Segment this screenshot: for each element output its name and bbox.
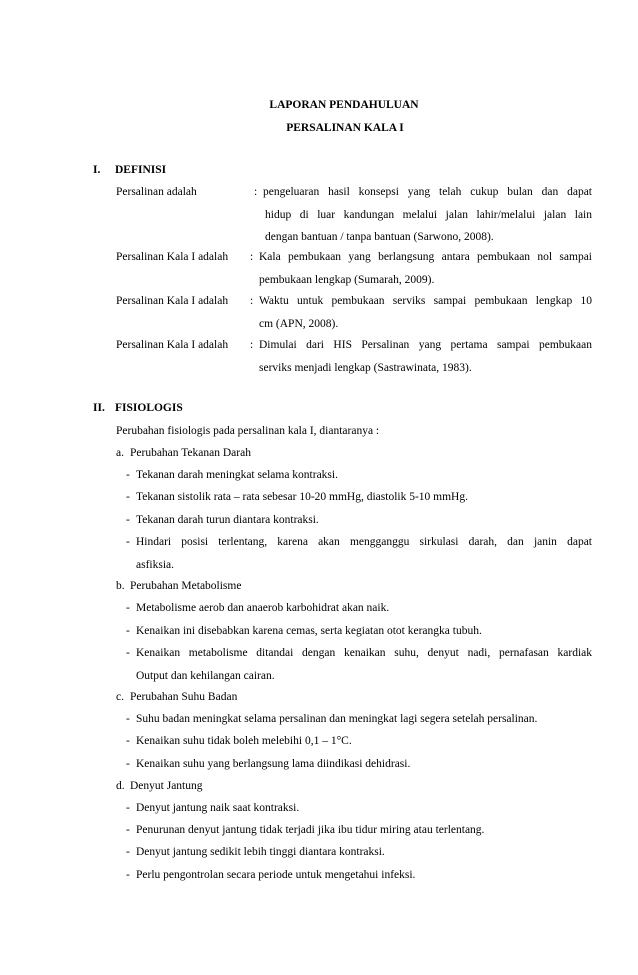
definition-line: Kala pembukaan yang berlangsung antara pembukaan nol sampai bbox=[259, 251, 592, 263]
document-subtitle: PERSALINAN KALA I bbox=[286, 122, 404, 134]
subsection-heading bbox=[116, 442, 251, 465]
list-item-text: Kenaikan metabolisme ditandai dengan kenaikan suhu, denyut nadi, pernafasan kardiak bbox=[136, 647, 592, 659]
definition-colon: : bbox=[250, 339, 254, 351]
definition-line: dengan bantuan / tanpa bantuan (Sarwono, 2008). bbox=[265, 231, 494, 243]
list-item: - Kenaikan ini disebabkan karena cemas, serta kegiatan otot kerangka tubuh. bbox=[126, 620, 592, 643]
list-item: - Perlu pengontrolan secara periode untuk mengetahui infeksi. bbox=[126, 864, 592, 887]
section-title: DEFINISI bbox=[115, 164, 167, 176]
list-item-text: Tekanan darah turun diantara kontraksi. bbox=[136, 514, 319, 526]
subsection-label: d. bbox=[116, 780, 125, 792]
subsection-title: Perubahan Metabolisme bbox=[130, 580, 242, 592]
definition-line: Waktu untuk pembukaan serviks sampai pembukaan lengkap 10 bbox=[259, 295, 592, 307]
section-intro: Perubahan fisiologis pada persalinan kala I, diantaranya : bbox=[116, 425, 380, 437]
section-heading-fisiologis bbox=[93, 397, 183, 420]
subsection-title: Perubahan Suhu Badan bbox=[130, 691, 238, 703]
definition-term: Persalinan Kala I adalah bbox=[116, 295, 229, 307]
list-item: - Metabolisme aerob dan anaerob karbohidrat akan naik. bbox=[126, 597, 592, 620]
definition-term: Persalinan adalah bbox=[116, 186, 197, 198]
section-heading-definisi bbox=[93, 159, 166, 182]
subsection-label: c. bbox=[116, 691, 124, 703]
list-item: - Tekanan darah meningkat selama kontraksi. bbox=[126, 464, 592, 487]
definition-line: serviks menjadi lengkap (Sastrawinata, 1983). bbox=[259, 361, 472, 374]
list-item: - Suhu badan meningkat selama persalinan dan meningkat lagi segera setelah persalinan. bbox=[126, 708, 592, 731]
subsection-heading bbox=[116, 686, 237, 709]
definition-colon: : bbox=[254, 186, 258, 198]
list-item: - Denyut jantung naik saat kontraksi. bbox=[126, 797, 592, 820]
list-item: - Tekanan darah turun diantara kontraksi. bbox=[126, 509, 592, 532]
list-item-text: Denyut jantung sedikit lebih tinggi diantara kontraksi. bbox=[136, 846, 385, 858]
definition-colon: : bbox=[250, 251, 254, 263]
definition-term: Persalinan Kala I adalah bbox=[116, 339, 229, 351]
list-item-text: Kenaikan suhu tidak boleh melebihi 0,1 – 1°C. bbox=[136, 735, 352, 747]
list-item-text: Hindari posisi terlentang, karena akan mengganggu sirkulasi darah, dan janin dapat bbox=[136, 536, 592, 548]
list-item-text: Tekanan darah meningkat selama kontraksi. bbox=[136, 469, 338, 481]
list-item-text-continued: asfiksia. bbox=[136, 558, 175, 571]
subsection-label: b. bbox=[116, 580, 125, 592]
section-title: FISIOLOGIS bbox=[115, 402, 183, 414]
section-number: I. bbox=[93, 164, 101, 176]
subsection-label: a. bbox=[116, 447, 124, 459]
list-item: - Kenaikan suhu tidak boleh melebihi 0,1 – 1°C. bbox=[126, 730, 592, 753]
list-item-text: Penurunan denyut jantung tidak terjadi jika ibu tidur miring atau terlentang. bbox=[136, 824, 485, 836]
list-item: - Denyut jantung sedikit lebih tinggi diantara kontraksi. bbox=[126, 841, 592, 864]
list-item-text: Tekanan sistolik rata – rata sebesar 10-20 mmHg, diastolik 5-10 mmHg. bbox=[136, 491, 468, 503]
list-item: - Penurunan denyut jantung tidak terjadi jika ibu tidur miring atau terlentang. bbox=[126, 819, 592, 842]
definition-term: Persalinan Kala I adalah bbox=[116, 251, 229, 263]
list-item-text: Perlu pengontrolan secara periode untuk mengetahui infeksi. bbox=[136, 869, 416, 881]
list-item: - Hindari posisi terlentang, karena akan mengganggu sirkulasi darah, dan janin dapat asfiksia. bbox=[126, 531, 592, 576]
list-item-text: Kenaikan suhu yang berlangsung lama diindikasi dehidrasi. bbox=[136, 758, 411, 770]
list-item: - Kenaikan suhu yang berlangsung lama diindikasi dehidrasi. bbox=[126, 753, 592, 776]
subsection-heading bbox=[116, 575, 241, 598]
list-item-text: Kenaikan ini disebabkan karena cemas, serta kegiatan otot kerangka tubuh. bbox=[136, 625, 482, 637]
definition-line: pembukaan lengkap (Sumarah, 2009). bbox=[259, 273, 435, 286]
section-number: II. bbox=[93, 402, 105, 414]
document-title: LAPORAN PENDAHULUAN bbox=[269, 99, 419, 111]
list-item: - Kenaikan metabolisme ditandai dengan kenaikan suhu, denyut nadi, pernafasan kardiak Output dan kehilangan cairan. bbox=[126, 642, 592, 687]
list-item-text: Suhu badan meningkat selama persalinan dan meningkat lagi segera setelah persalinan. bbox=[136, 713, 538, 725]
definition-line: pengeluaran hasil konsepsi yang telah cukup bulan dan dapat bbox=[263, 186, 592, 198]
list-item-text: Metabolisme aerob dan anaerob karbohidrat akan naik. bbox=[136, 602, 390, 614]
definition-colon: : bbox=[250, 295, 254, 307]
list-item-text-continued: Output dan kehilangan cairan. bbox=[136, 669, 275, 682]
definition-line: cm (APN, 2008). bbox=[259, 317, 339, 330]
subsection-title: Perubahan Tekanan Darah bbox=[130, 447, 251, 459]
list-item: - Tekanan sistolik rata – rata sebesar 10-20 mmHg, diastolik 5-10 mmHg. bbox=[126, 486, 592, 509]
subsection-heading bbox=[116, 775, 203, 798]
subsection-title: Denyut Jantung bbox=[130, 780, 203, 792]
list-item-text: Denyut jantung naik saat kontraksi. bbox=[136, 802, 300, 814]
definition-line: hidup di luar kandungan melalui jalan lahir/melalui jalan lain bbox=[265, 208, 592, 221]
definition-line: Dimulai dari HIS Persalinan yang pertama sampai pembukaan bbox=[259, 339, 592, 351]
